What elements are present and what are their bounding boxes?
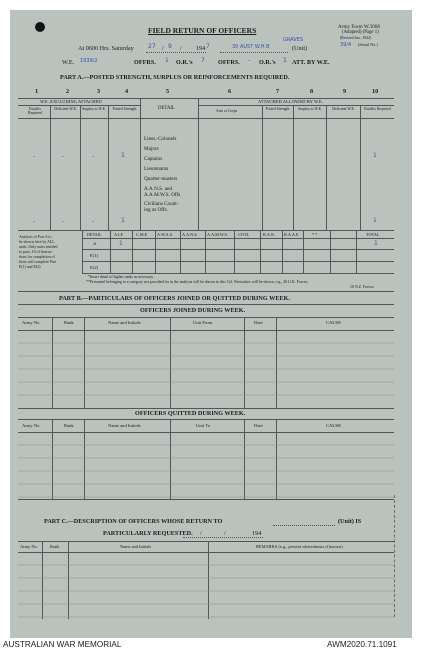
sub-header: Estab'ts Required [364, 107, 391, 111]
quitted-col-header: Date [254, 423, 263, 428]
part-c-col-header: Name and Initials [120, 544, 152, 549]
hw-aif-value: 1 [119, 240, 123, 247]
sub-header: Posted Strength [112, 107, 137, 111]
joined-col-header: Rank [64, 320, 74, 325]
hw-dash: - [92, 153, 95, 160]
rank-label: Quarter-masters [144, 176, 178, 182]
detail-header: DETAIL [158, 106, 175, 111]
analysis-header: A.I.F. [114, 232, 124, 237]
hw-offrs-value: 1 [165, 57, 169, 64]
date-slash-2: / [180, 45, 182, 52]
quitted-col-header: Army No. [22, 423, 41, 428]
sub-header: Deficient W.E. [54, 107, 77, 111]
rank-label: A.A.M.W.S. Offs [144, 192, 181, 198]
analysis-row-label: A [93, 241, 97, 246]
footnote: **Personnel belonging to a category not provided for in the analysis will be shown in this Col. Particulars will be shown, e.g., 20 U.K. Forces; [86, 280, 309, 284]
analysis-note-line: E(1) and E(2). [19, 265, 42, 269]
offrs-label-1: OFFRS. [134, 59, 156, 66]
army-form-line-4: (Serial No.) [358, 42, 378, 47]
quitted-col-header: Rank [64, 423, 74, 428]
hw-col4-value: 1 [121, 152, 125, 159]
part-c-year: 194 [252, 530, 262, 537]
analysis-row-label: E(1) [90, 253, 99, 258]
report-time: At 0600 Hrs. Saturday [78, 45, 134, 52]
unit-label: (Unit) [292, 45, 308, 52]
rank-label: Majors [144, 146, 159, 152]
part-c-title-a: PART C.—DESCRIPTION OF OFFICERS WHOSE RETURN TO [44, 518, 223, 525]
quitted-title: OFFICERS QUITTED DURING WEEK. [135, 410, 246, 417]
date-slash-1: / [162, 45, 164, 52]
part-a-title: PART A.—POSTED STRENGTH, SURPLUS OR REINFORCEMENTS REQUIRED. [60, 74, 290, 81]
analysis-note-line: form will complete Part [19, 260, 57, 264]
hw-date-day: 27 [148, 43, 156, 50]
part-c-col-header: Rank [50, 544, 60, 549]
col-number: 7 [276, 88, 280, 95]
quitted-col-header: Name and Initials [108, 423, 141, 428]
sub-header: Deficient W.E. [332, 107, 355, 111]
part-c-title-b: (Unit) IS [338, 518, 362, 525]
sub-header: Estab'ts Required [28, 107, 42, 115]
hw-serial: 39/4 [340, 42, 352, 48]
rank-label: Captains [144, 156, 163, 162]
ors-label-2: O.R.'s [259, 59, 276, 66]
analysis-header: R.A.N. [263, 232, 275, 237]
col-number: 3 [97, 88, 101, 95]
hw-we-value: 1939/2 [80, 58, 98, 64]
quitted-col-header: Unit To [196, 423, 211, 428]
hw-offrs2-value: - [248, 57, 251, 64]
hw-unit: 30 AUST W.H.B [232, 44, 270, 50]
sub-header: Surplus to W.E. [82, 107, 106, 111]
rank-label: Lieutenants [144, 166, 169, 172]
analysis-note-line: to para. 10 of Instruc- [19, 250, 53, 254]
army-form-line-1: Army Form W.3008 [338, 24, 380, 30]
part-c-title-c: PARTICULARLY REQUESTED. [103, 530, 193, 537]
hw-dash: - [33, 218, 36, 225]
att-label: ATT. BY W.E. [292, 59, 330, 66]
analysis-header: A.W.A.S. [157, 232, 174, 237]
hw-dash: - [92, 218, 95, 225]
hw-year-suffix: 7 [206, 43, 210, 50]
hw-date-month: 9 [168, 43, 172, 50]
col-number: 6 [228, 88, 232, 95]
part-c-date-slash: / [224, 530, 226, 537]
hw-dash: - [62, 153, 65, 160]
hw-col10-value: 1 [373, 217, 377, 224]
analysis-header: R.A.A.F. [284, 232, 300, 237]
footnote: *Insert detail of higher ranks as necessary. [88, 275, 154, 279]
col-number: 4 [125, 88, 129, 95]
analysis-header: A.A.N.S. [182, 232, 198, 237]
hw-col10-value: 1 [373, 152, 377, 159]
form-title: FIELD RETURN OF OFFICERS [148, 26, 257, 35]
joined-col-header: CAUSE [326, 320, 342, 325]
footer-accession: AWM2020.71.1091 [327, 640, 397, 649]
date-year: 194 [196, 45, 206, 52]
hw-dash: - [62, 218, 65, 225]
analysis-header: * * [312, 232, 318, 237]
hw-ors-value: 7 [201, 57, 205, 64]
part-c-col-header: REMARKS (e.g., present whereabouts if known). [256, 544, 344, 549]
we-label: W.E. [62, 59, 75, 66]
footer-source: AUSTRALIAN WAR MEMORIAL [3, 640, 122, 649]
joined-col-header: Name and Initials [108, 320, 141, 325]
ors-label-1: O.R.'s [176, 59, 193, 66]
army-form-line-2: (Adapted) (Page 1) [342, 30, 379, 35]
analysis-header: CIVIL [238, 232, 250, 237]
col-number: 10 [372, 88, 379, 95]
joined-col-header: Unit From [193, 320, 213, 325]
hw-ors2-value: 1 [283, 57, 287, 64]
col-number: 5 [166, 88, 170, 95]
footnote: 10 N.Z. Forces. [350, 285, 375, 289]
part-c-col-header: Army No. [20, 544, 38, 549]
analysis-header: A.A.M.W.S. [207, 232, 228, 237]
rank-label: Civilians Count- [144, 201, 179, 207]
part-b-title: PART B.—PARTICULARS OF OFFICERS JOINED OR QUITTED DURING WEEK. [59, 295, 290, 302]
col-number: 2 [66, 88, 70, 95]
offrs-label-2: OFFRS. [218, 59, 240, 66]
analysis-note-line: Analysis of Part A to [19, 235, 52, 239]
attached-header: ATTACHED ALLOWED BY W.E. [258, 99, 323, 104]
sub-header: Posted Strength [265, 107, 290, 111]
analysis-header: TOTAL [366, 232, 380, 237]
analysis-note-line: tions for completion of [19, 255, 55, 259]
rank-label: Lieut.-Colonels [144, 136, 177, 142]
rank-label: A.A.N.S. and [144, 186, 173, 192]
analysis-header: C.M.F. [136, 232, 148, 237]
analysis-header: DETAIL [87, 232, 102, 237]
analysis-note-line: units. Only units entitled [19, 245, 58, 249]
sub-header: Surplus to W.E. [298, 107, 322, 111]
joined-col-header: Date [254, 320, 263, 325]
col-number: 8 [310, 88, 314, 95]
army-form-line-3: (Revised Jan., 1942) [340, 36, 372, 40]
we-excluding-header: W.E. EXCLUDING ATTACHED [40, 99, 102, 104]
rank-label: ing as Offs. [144, 207, 168, 213]
hw-unit-above: GRAVES [283, 37, 303, 43]
quitted-col-header: CAUSE [326, 423, 342, 428]
analysis-row-label: E(2) [90, 265, 99, 270]
sub-header: Arm or Corps [216, 109, 238, 113]
hw-col4-value: 1 [121, 217, 125, 224]
hw-dash: - [33, 153, 36, 160]
col-number: 1 [35, 88, 39, 95]
col-number: 9 [343, 88, 347, 95]
hw-total-value: 1 [374, 240, 378, 247]
part-c-date-slash: / [200, 530, 202, 537]
analysis-note-line: be shown here by ALL [19, 240, 55, 244]
joined-col-header: Army No. [22, 320, 41, 325]
joined-title: OFFICERS JOINED DURING WEEK. [140, 307, 246, 314]
